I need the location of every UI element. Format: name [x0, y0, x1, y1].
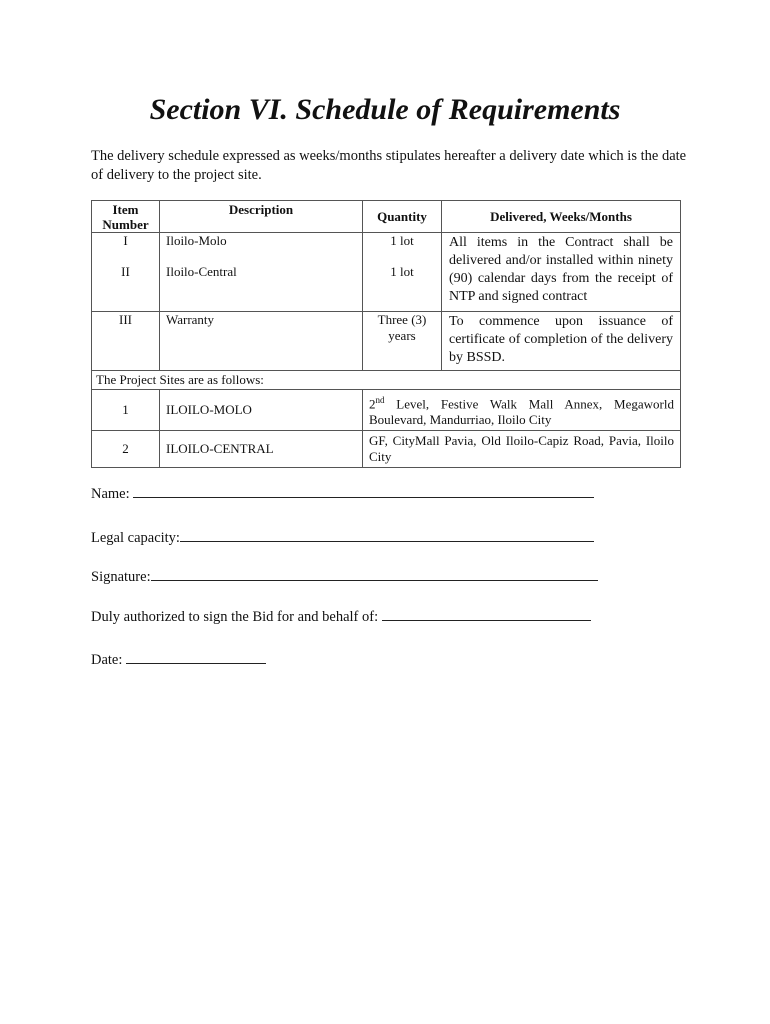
item-quantity: Three (3) years [363, 312, 442, 371]
table-row [92, 233, 681, 312]
legal-capacity-field [91, 527, 594, 547]
item-description: Iloilo-Molo [166, 233, 227, 248]
name-blank-line[interactable] [133, 483, 594, 498]
signature-blank-line[interactable] [151, 566, 598, 581]
site-address-level: 2 [369, 396, 376, 412]
site-address-text: Level, Festive Walk Mall Annex, Megaworld Boulevard, Mandurriao, Iloilo City [369, 396, 674, 428]
authorized-blank-line[interactable] [382, 606, 591, 621]
table-row [92, 312, 681, 371]
requirements-table [91, 200, 681, 468]
intro-paragraph: The delivery schedule expressed as weeks/months stipulates hereafter a delivery date which is the date of delivery to the project site. [91, 148, 687, 183]
site-row [92, 431, 681, 468]
header-delivered: Delivered, Weeks/Months [442, 201, 681, 233]
item-number: II [121, 264, 130, 279]
header-quantity: Quantity [363, 201, 442, 233]
site-address [363, 390, 681, 431]
project-sites-label-row [92, 371, 681, 390]
item-description: Warranty [160, 312, 363, 371]
legal-capacity-blank-line[interactable] [180, 527, 594, 542]
item-cell [92, 233, 160, 312]
site-name: ILOILO-MOLO [160, 390, 363, 431]
legal-capacity-label: Legal capacity: [91, 530, 180, 546]
project-sites-label: The Project Sites are as follows: [92, 371, 681, 390]
site-name: ILOILO-CENTRAL [160, 431, 363, 468]
authorized-label: Duly authorized to sign the Bid for and behalf of: [91, 609, 382, 625]
date-label: Date: [91, 652, 127, 668]
page-title: Section VI. Schedule of Requirements [149, 93, 621, 126]
table-header-row [92, 201, 681, 233]
name-field [91, 483, 594, 503]
item-quantity: 1 lot [390, 264, 414, 279]
site-address: GF, CityMall Pavia, Old Iloilo-Capiz Road, Pavia, Iloilo City [363, 431, 681, 468]
site-number: 1 [92, 390, 160, 431]
item-number: I [123, 233, 128, 248]
site-number: 2 [92, 431, 160, 468]
item-description: Iloilo-Central [166, 264, 237, 279]
item-number: III [92, 312, 160, 371]
date-blank-line[interactable] [126, 649, 266, 664]
site-address-ordinal: nd [375, 395, 385, 405]
date-field [91, 649, 266, 669]
header-item-number: Item Number [92, 201, 160, 233]
description-cell [160, 233, 363, 312]
quantity-cell [363, 233, 442, 312]
name-label: Name: [91, 486, 134, 502]
signature-label: Signature: [91, 569, 151, 585]
site-row [92, 390, 681, 431]
delivery-note-2: To commence upon issuance of certificate of completion of the delivery by BSSD. [442, 312, 681, 371]
authorized-field [91, 606, 591, 626]
header-description: Description [160, 201, 363, 233]
delivery-note-1: All items in the Contract shall be delivered and/or installed within ninety (90) calendar days from the receipt of NTP and signed contract [442, 233, 681, 312]
signature-field [91, 566, 598, 586]
item-quantity: 1 lot [390, 233, 414, 248]
